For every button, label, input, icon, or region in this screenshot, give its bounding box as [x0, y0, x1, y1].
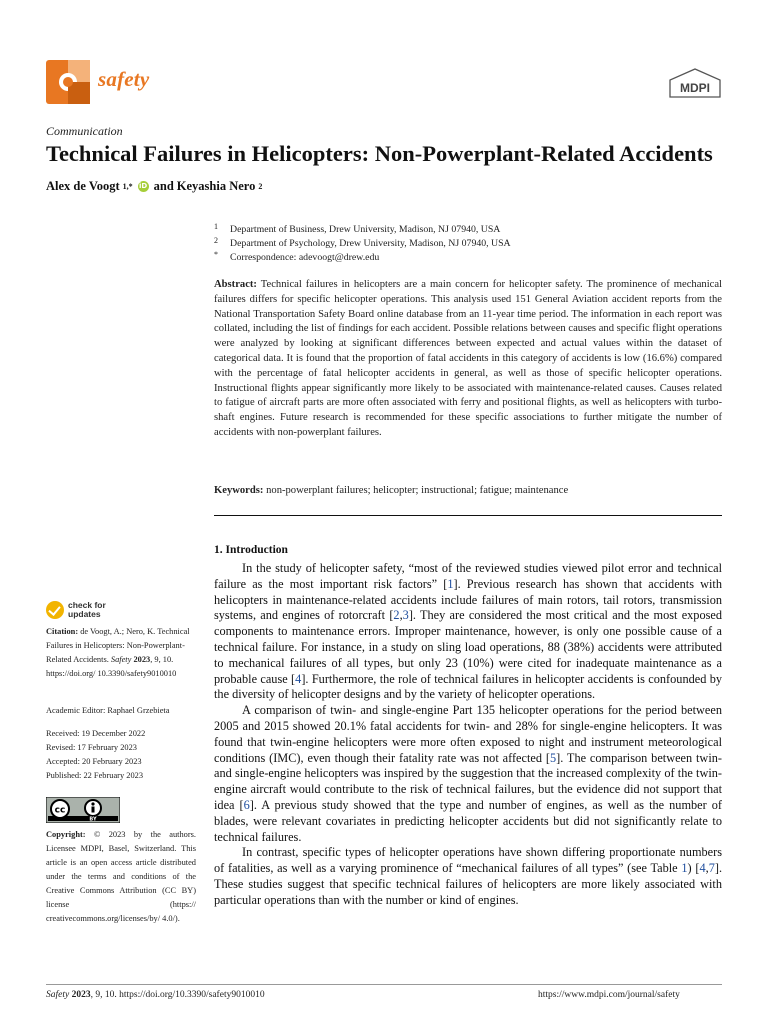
footer-journal: Safety: [46, 990, 70, 1000]
correspondence: [214, 250, 379, 263]
keywords: [214, 485, 722, 496]
table-link[interactable]: 1: [681, 861, 688, 876]
citation-block: [46, 625, 196, 681]
checkmark-icon: [46, 601, 64, 619]
abstract-text: Technical failures in helicopters are a main concern for helicopter safety. The prominence of mechanical failures differs for specific helicopter operations. This analysis used 151 General Aviation accident reports from the National Transportation Safety Board online database from an 11-year time period. The information in each report was collated, including the list of findings for each accident. Possible relations between causes and specific flight operations were analyzed by looking at significant differences between expected and actual values within the dataset of categorical data. It is found that the proportion of fatal accidents in this category of accidents is low (16.6%) compared with the percentage of fatal helicopter accidents in general, as well as those of specific helicopter operations. Instructional flights appear significantly more likely to be associated with maintenance-related causes. Causes related to fatigue of aircraft parts are more often associated with ferry and positional flights, as well as helicopters with turbo-shaft engines. Future research is recommended for these specific associations to further mitigate the number of accidents with non-powerplant failures.: [214, 279, 722, 438]
author-1-sup: 1,*: [122, 182, 133, 191]
check-for-updates-button[interactable]: [46, 598, 126, 622]
author-2[interactable]: Keyashia Nero: [176, 179, 256, 193]
affiliation-2: [214, 236, 511, 249]
affiliation-text: Department of Psychology, Drew University, Madison, NJ 07940, USA: [230, 238, 511, 249]
keywords-label: Keywords:: [214, 485, 264, 496]
check-updates-label: [68, 601, 106, 619]
footer-citation: [46, 990, 265, 1000]
paragraph-3: In contrast, specific types of helicopter operations have shown differing proportionate numbers of fatalities, as well as a varying prominence of “mechanical failures of all types” (see Table 1) [4,7]. These studies suggest that specific technical failures of helicopters are more likely associated with particular operations than with the number or kind of engines.: [214, 845, 723, 907]
safety-logo-icon: [46, 60, 90, 104]
correspondence-text[interactable]: Correspondence: adevoogt@drew.edu: [230, 252, 380, 263]
citation-year: 2023: [133, 655, 151, 664]
journal-name: safety: [98, 67, 150, 91]
cc-label: cc: [54, 805, 66, 816]
orcid-icon[interactable]: iD: [139, 182, 148, 190]
revised-date: Revised: 17 February 2023: [46, 743, 137, 752]
check-updates-line1: check for: [68, 600, 106, 610]
section-heading: 1. Introduction: [214, 544, 288, 556]
affiliation-mark: 1: [214, 222, 218, 231]
author-list: [46, 179, 262, 194]
citation-authors: de Voogt, A.; Nero, K. Technical Failures in Helicopters: Non-Powerplant-Related Accidents.: [46, 627, 190, 664]
citation-link[interactable]: 4: [295, 671, 302, 686]
section-divider: [214, 515, 722, 516]
citation-link[interactable]: 1: [447, 576, 454, 591]
footer-divider: [46, 984, 722, 985]
accepted-date: Accepted: 20 February 2023: [46, 757, 142, 766]
check-updates-line2: updates: [68, 609, 101, 619]
academic-editor: Academic Editor: Raphael Grzebieta: [46, 706, 170, 715]
introduction-body: [214, 561, 722, 909]
affiliation-mark: 2: [214, 236, 218, 245]
article-category: Communication: [46, 124, 123, 138]
citation-label: Citation:: [46, 627, 79, 636]
cc-by-label: BY: [89, 816, 97, 823]
citation-link[interactable]: 3: [402, 608, 409, 623]
mdpi-logo-icon: [668, 68, 722, 98]
received-date: Received: 19 December 2022: [46, 729, 146, 738]
citation-journal: Safety: [110, 655, 132, 664]
author-connector: and: [153, 179, 174, 193]
citation-doi[interactable]: , 9, 10. https://doi.org/ 10.3390/safety9010010: [46, 655, 177, 678]
affiliation-1: [214, 222, 500, 235]
paragraph-2: A comparison of twin- and single-engine Part 135 helicopter operations for the period between 2005 and 2015 showed 20.1% fatal accidents for twin- and 28% for single-engine helicopters. It was found that twin-engine helicopters were more often exposed to night and instrument meteorological conditions (IMC), even though their fatality rate was not affected [5]. The comparison between twin- and single-engine helicopters was inspired by the suggestion that the increased complexity of the twin-engine aircraft would contribute to the risk of technical failures, but the evidence did not support that idea [6]. A previous study showed that the type and number of engines, as well as the number of blades, were relevant covariates in predicting helicopter accidents but did not significantly relate to technical failures.: [214, 703, 723, 844]
abstract: [214, 278, 722, 441]
abstract-label: Abstract:: [214, 279, 257, 290]
mdpi-text: MDPI: [680, 81, 710, 95]
cc-by-license-icon[interactable]: [46, 797, 120, 823]
article-title: Technical Failures in Helicopters: Non-Powerplant-Related Accidents: [46, 141, 713, 166]
citation-link[interactable]: 7: [708, 861, 715, 876]
author-1[interactable]: Alex de Voogt: [46, 179, 120, 193]
citation-link[interactable]: 2: [393, 608, 400, 623]
citation-link[interactable]: 6: [243, 797, 250, 812]
affiliation-mark: *: [214, 250, 218, 259]
footer-doi[interactable]: , 9, 10. https://doi.org/10.3390/safety9010010: [90, 990, 265, 1000]
copyright-text: © 2023 by the authors. Licensee MDPI, Basel, Switzerland. This article is an open access article distributed under the terms and conditions of the Creative Commons Attribution (CC BY) license (https:// creativecommons.org/licenses/by/ 4.0/).: [46, 830, 197, 923]
citation-link[interactable]: 5: [549, 750, 557, 765]
citation-link[interactable]: 4: [699, 861, 706, 876]
paragraph-1: In the study of helicopter safety, “most of the reviewed studies viewed pilot error and technical failure as the most important risk factors” [1]. Previous research has shown that accidents with helicopters in maintenance-related accidents include failures of main rotors, tail rotors, transmission systems, and engines of rotorcraft [2,3]. They are considered the most critical and the most exposed components to maintenance errors. Improper maintenance, however, is only one possible cause of a technical failure. For instance, in a study on sling load operations, 88 (38%) accidents were attributed to mechanical failures of all types, but only 23 (10%) were cited for inadequate maintenance as a probable cause [4]. Furthermore, the role of technical failures in helicopter accidents is confounded by the diversity of helicopter designs and by the variety of helicopter operations.: [214, 561, 723, 702]
affiliation-text: Department of Business, Drew University, Madison, NJ 07940, USA: [230, 224, 501, 235]
footer-journal-url[interactable]: https://www.mdpi.com/journal/safety: [538, 990, 680, 1000]
keywords-text: non-powerplant failures; helicopter; instructional; fatigue; maintenance: [266, 485, 569, 496]
footer-year: 2023: [71, 990, 91, 1000]
published-date: Published: 22 February 2023: [46, 771, 144, 780]
author-2-sup: 2: [258, 182, 263, 191]
copyright-label: Copyright:: [46, 830, 86, 839]
copyright-block: [46, 828, 196, 926]
